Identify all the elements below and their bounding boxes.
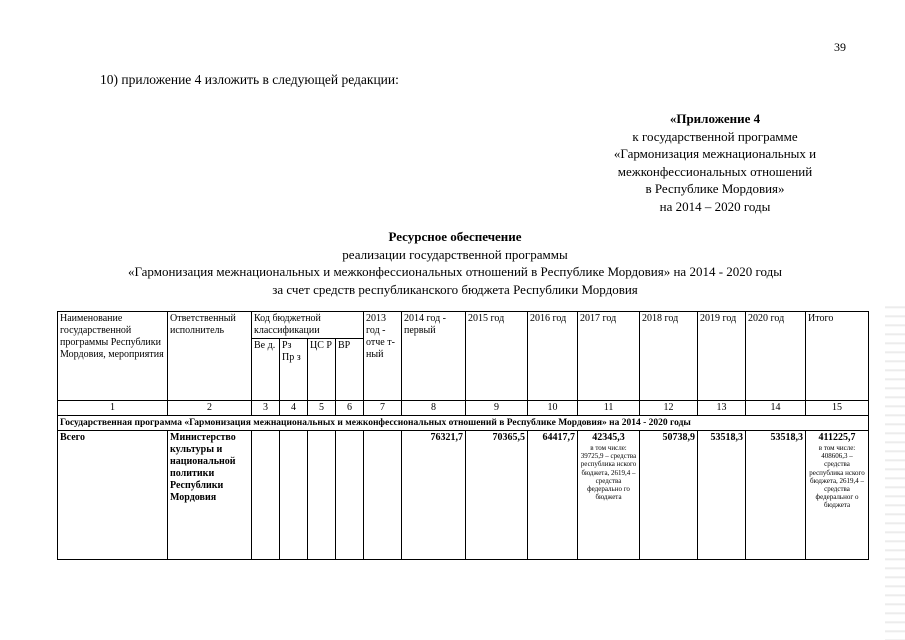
header-2018: 2018 год (640, 312, 698, 401)
heading-line: «Гармонизация межнациональных и межконфессиональных отношений в Республике Мордовия» на 2014 - 2020 годы (127, 264, 783, 279)
row-name: Всего (58, 431, 168, 560)
row-vr (336, 431, 364, 560)
header-2016: 2016 год (528, 312, 578, 401)
header-vr: ВР (336, 339, 364, 401)
column-number: 13 (698, 401, 746, 416)
column-number: 1 (58, 401, 168, 416)
appendix-line: «Гармонизация межнациональных и (613, 146, 817, 161)
row-total-value: 411225,7 (818, 432, 856, 443)
appendix-line: на 2014 – 2020 годы (659, 198, 771, 214)
row-executor: Министерство культуры и национальной политики Республики Мордовия (168, 431, 252, 560)
heading-title: Ресурсное обеспечение (388, 229, 522, 244)
row-2016: 64417,7 (528, 431, 578, 560)
resource-table (57, 311, 869, 560)
column-number: 2 (168, 401, 252, 416)
appendix-line: к государственной программе (632, 128, 798, 144)
row-total (806, 431, 869, 560)
row-2017-value: 42345,3 (592, 432, 625, 443)
header-csr: ЦС Р (308, 339, 336, 401)
row-2013 (364, 431, 402, 560)
column-number: 9 (466, 401, 528, 416)
header-budget-code: Код бюджетной классификации (252, 312, 364, 339)
header-executor: Ответственный исполнитель (168, 312, 252, 401)
row-2014: 76321,7 (402, 431, 466, 560)
intro-paragraph: 10) приложение 4 изложить в следующей редакции: (100, 72, 399, 87)
resource-heading (60, 228, 850, 298)
row-2019: 53518,3 (698, 431, 746, 560)
column-number: 5 (308, 401, 336, 416)
column-number: 6 (336, 401, 364, 416)
appendix-title: «Приложение 4 (669, 111, 761, 126)
header-2019: 2019 год (698, 312, 746, 401)
row-rzpr (280, 431, 308, 560)
column-number: 11 (578, 401, 640, 416)
header-2020: 2020 год (746, 312, 806, 401)
row-total-detail: в том числе: 408606,3 – средства республика нского бюджета, 2619,4 – средства федеральног о бюджета (809, 444, 865, 510)
column-number: 14 (746, 401, 806, 416)
row-2017-detail: в том числе: 39725,9 – средства республика нского бюджета, 2619,4 – средства федерально го бюджета (580, 444, 637, 502)
heading-line: за счет средств республиканского бюджета Республики Мордовия (272, 281, 638, 297)
heading-line: реализации государственной программы (342, 246, 568, 262)
header-2013: 2013 год - отче т- ный (364, 312, 402, 401)
header-ved: Ве д. (252, 339, 280, 401)
column-number: 3 (252, 401, 280, 416)
column-number: 10 (528, 401, 578, 416)
table-row (58, 431, 869, 560)
column-number: 4 (280, 401, 308, 416)
header-rzpr: Рз Пр з (280, 339, 308, 401)
row-ved (252, 431, 280, 560)
table-header-row (58, 312, 869, 339)
program-title: Государственная программа «Гармонизация межнациональных и межконфессиональных отношений в Республике Мордовия» на 2014 - 2020 годы (58, 416, 869, 431)
column-number: 8 (402, 401, 466, 416)
row-2018: 50738,9 (640, 431, 698, 560)
header-2015: 2015 год (466, 312, 528, 401)
column-number: 15 (806, 401, 869, 416)
appendix-line: в Республике Мордовия» (645, 181, 785, 196)
column-number: 7 (364, 401, 402, 416)
scan-edge-artifact (885, 300, 905, 640)
header-total: Итого (806, 312, 869, 401)
appendix-line: межконфессиональных отношений (617, 163, 813, 179)
page-number: 39 (834, 40, 846, 54)
program-row (58, 416, 869, 431)
column-number: 12 (640, 401, 698, 416)
row-2020: 53518,3 (746, 431, 806, 560)
appendix-block (560, 110, 870, 215)
column-number-row (58, 401, 869, 416)
header-2017: 2017 год (578, 312, 640, 401)
row-csr (308, 431, 336, 560)
header-2014: 2014 год - первый (402, 312, 466, 401)
row-2017 (578, 431, 640, 560)
row-2015: 70365,5 (466, 431, 528, 560)
header-name: Наименование государственной программы Республики Мордовия, мероприятия (58, 312, 168, 401)
